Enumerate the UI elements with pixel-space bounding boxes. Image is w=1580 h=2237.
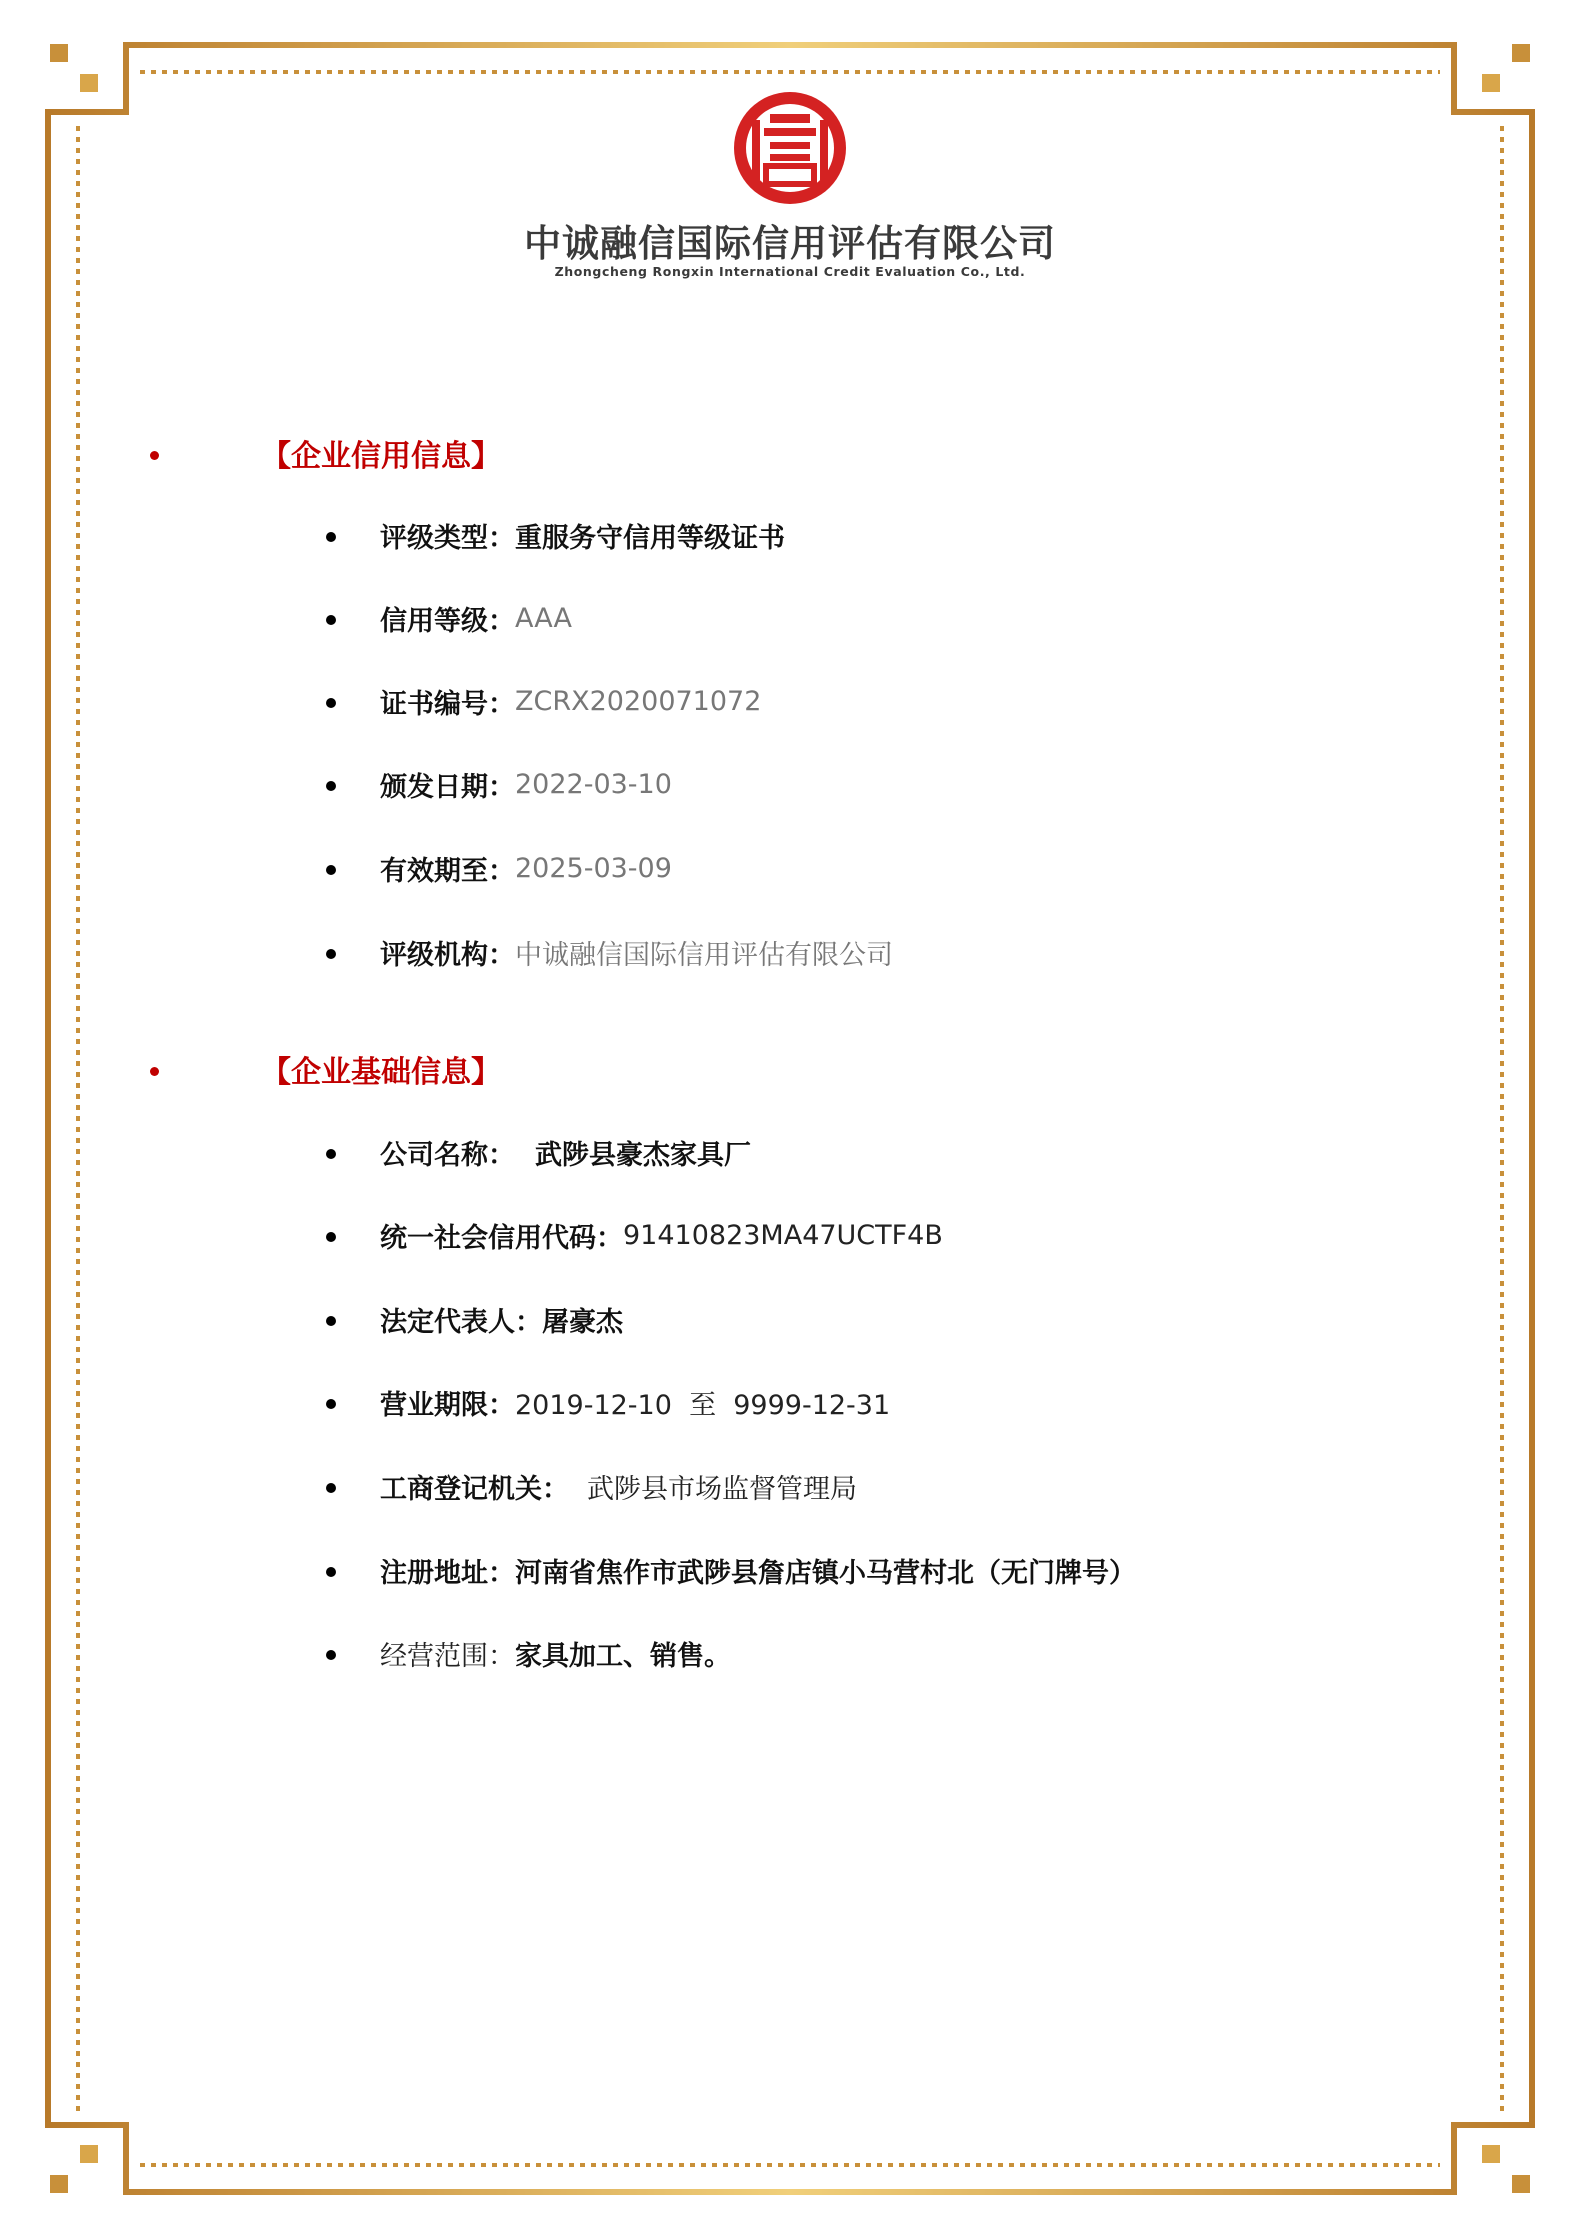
logo-company-name-en: Zhongcheng Rongxin International Credit Evaluation Co., Ltd. (554, 264, 1026, 279)
basic-item-company-name (326, 1127, 751, 1177)
item-value: 重服务守信用等级证书 (515, 522, 785, 554)
credit-item-rating-agency (326, 927, 893, 977)
item-value: 家具加工、销售。 (515, 1640, 731, 1672)
basic-item-business-scope (326, 1628, 731, 1678)
item-label: 公司名称： (380, 1139, 515, 1171)
item-value: 中诚融信国际信用评估有限公司 (515, 939, 893, 971)
bullet-icon (326, 1567, 336, 1577)
bullet-icon (326, 1316, 336, 1326)
bullet-icon (326, 1399, 336, 1409)
item-label: 证书编号： (380, 688, 515, 720)
item-label: 有效期至： (380, 855, 515, 887)
item-value: 武陟县豪杰家具厂 (535, 1139, 751, 1171)
credit-section-title: 【企业信用信息】 (261, 439, 501, 474)
bullet-icon (326, 949, 336, 959)
basic-item-credit-code (326, 1210, 943, 1260)
item-value: 屠豪杰 (542, 1306, 623, 1338)
item-label: 经营范围： (380, 1640, 515, 1672)
basic-item-legal-representative (326, 1294, 623, 1344)
item-label: 评级类型： (380, 522, 515, 554)
item-value: 91410823MA47UCTF4B (623, 1219, 943, 1251)
basic-section-heading (150, 1044, 501, 1094)
item-label: 注册地址： (380, 1557, 515, 1589)
basic-item-registered-address (326, 1545, 1136, 1595)
item-label: 评级机构： (380, 939, 515, 971)
item-value: 武陟县市场监督管理局 (587, 1473, 857, 1505)
logo-company-name-cn: 中诚融信国际信用评估有限公司 (524, 222, 1056, 265)
credit-item-valid-until (326, 843, 672, 893)
item-label: 营业期限： (380, 1389, 515, 1421)
item-value: ZCRX2020071072 (515, 685, 762, 717)
credit-item-issue-date (326, 759, 672, 809)
bullet-icon (326, 532, 336, 542)
bullet-icon (326, 1483, 336, 1493)
credit-section-heading (150, 428, 501, 478)
item-label: 统一社会信用代码： (380, 1222, 623, 1254)
credit-item-rating-type (326, 510, 785, 560)
bullet-icon (326, 1149, 336, 1159)
item-value: 2022-03-10 (515, 768, 672, 800)
bullet-icon (326, 1232, 336, 1242)
item-label: 法定代表人： (380, 1306, 542, 1338)
bullet-icon (326, 781, 336, 791)
bullet-icon (326, 1650, 336, 1660)
credit-item-credit-level (326, 593, 572, 643)
bullet-icon (326, 698, 336, 708)
section-bullet-icon (150, 1067, 159, 1076)
item-value: AAA (515, 602, 572, 634)
basic-item-registration-authority (326, 1461, 857, 1511)
item-value: 河南省焦作市武陟县詹店镇小马营村北（无门牌号） (515, 1557, 1136, 1589)
bullet-icon (326, 865, 336, 875)
item-value: 2019-12-10 至 9999-12-31 (515, 1389, 891, 1421)
bullet-icon (326, 615, 336, 625)
item-label: 颁发日期： (380, 771, 515, 803)
item-label: 信用等级： (380, 605, 515, 637)
item-value: 2025-03-09 (515, 852, 672, 884)
item-label: 工商登记机关： (380, 1473, 569, 1505)
basic-item-business-term (326, 1377, 890, 1427)
company-logo-icon (714, 90, 866, 206)
section-bullet-icon (150, 451, 159, 460)
basic-section-title: 【企业基础信息】 (261, 1055, 501, 1090)
credit-item-certificate-number (326, 676, 761, 726)
